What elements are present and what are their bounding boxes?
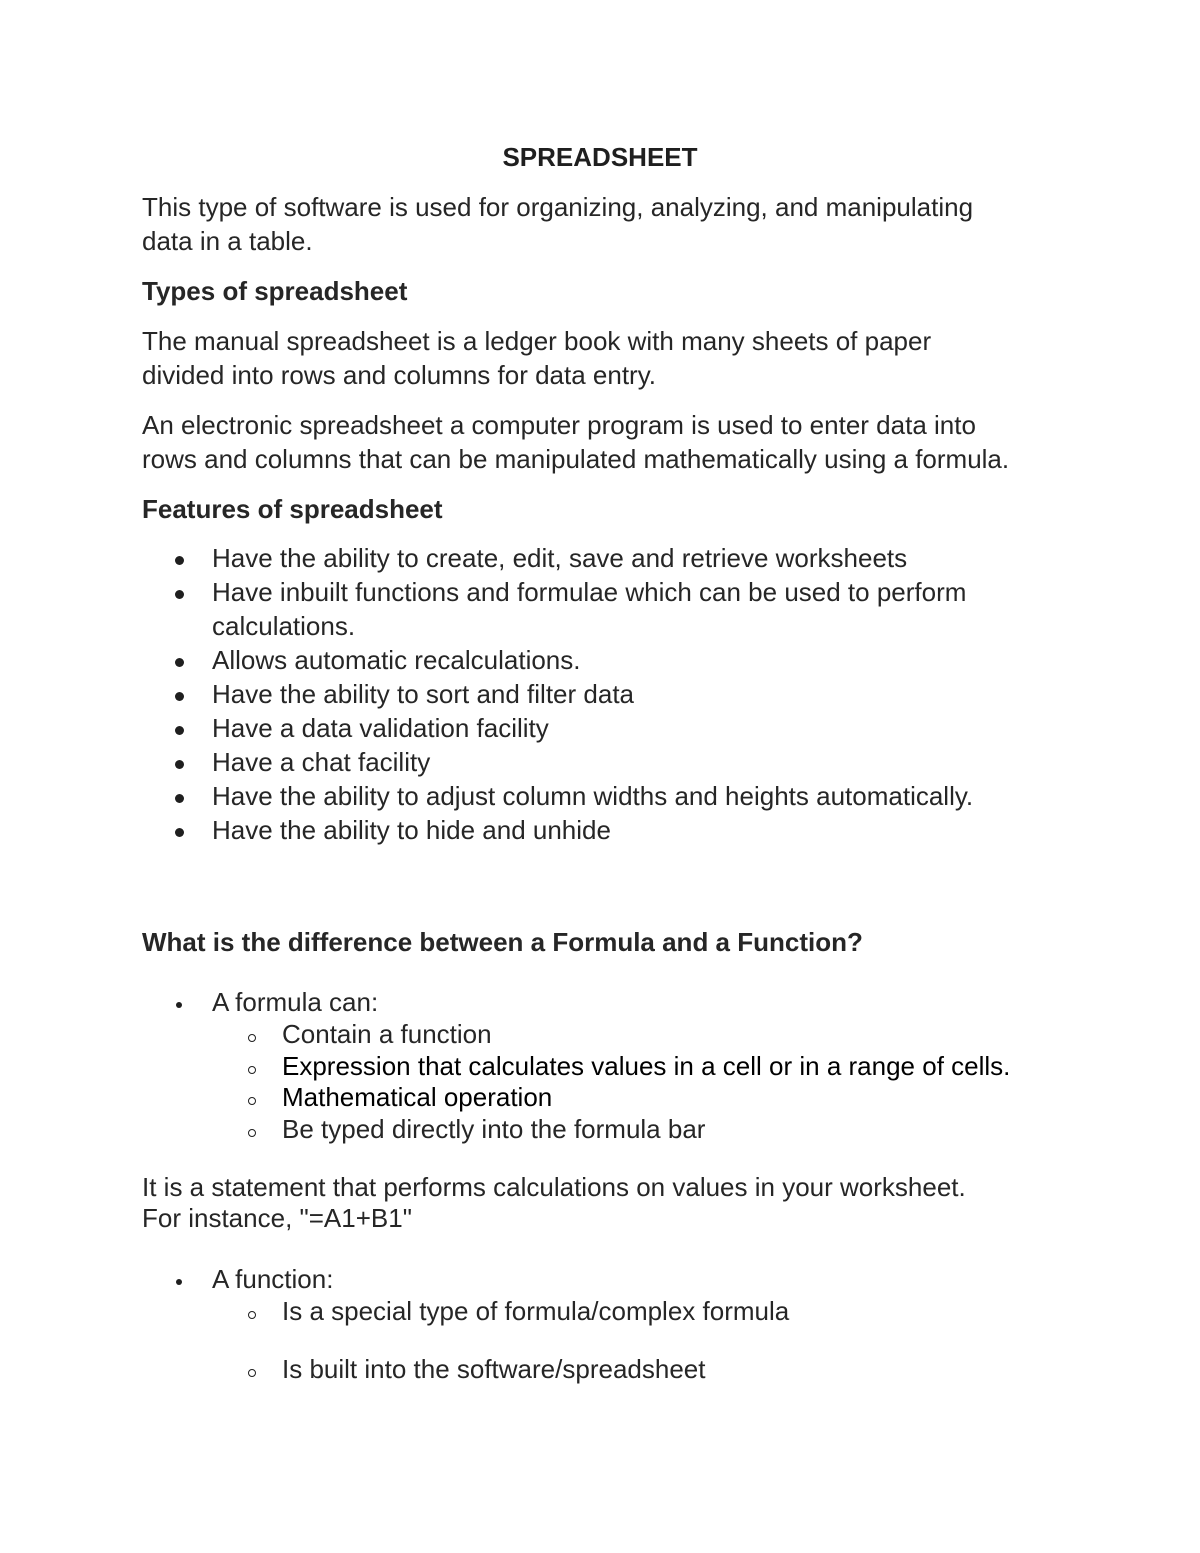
circle-bullet-icon: [248, 1097, 256, 1105]
list-item: Have the ability to sort and filter data: [142, 677, 1072, 711]
electronic-line-2: rows and columns that can be manipulated mathematically using a formula.: [142, 444, 1010, 474]
statement-line-2: For instance, "=A1+B1": [142, 1203, 412, 1233]
list-item: Have the ability to hide and unhide: [142, 813, 1072, 847]
circle-bullet-icon: [248, 1034, 256, 1042]
function-list: [142, 1262, 1072, 1384]
statement-line-1: It is a statement that performs calculations on values in your worksheet.: [142, 1172, 966, 1202]
bullet-icon: [175, 556, 184, 565]
circle-bullet-icon: [248, 1369, 256, 1377]
bullet-icon: [175, 726, 184, 735]
intro-line-1: This type of software is used for organizing, analyzing, and manipulating: [142, 192, 974, 222]
list-item: Have a chat facility: [142, 745, 1072, 779]
bullet-icon: [176, 1002, 182, 1008]
function-label-item: A function:: [142, 1262, 1072, 1294]
types-heading: Types of spreadsheet: [142, 276, 408, 306]
list-item: Have the ability to create, edit, save and retrieve worksheets: [142, 541, 1072, 575]
list-item: Have inbuilt functions and formulae which can be used to perform: [142, 575, 1072, 609]
circle-bullet-icon: [248, 1311, 256, 1319]
bullet-icon: [175, 794, 184, 803]
electronic-line-1: An electronic spreadsheet a computer program is used to enter data into: [142, 410, 976, 440]
bullet-icon: [175, 658, 184, 667]
intro-line-2: data in a table.: [142, 226, 313, 256]
list-item: Have a data validation facility: [142, 711, 1072, 745]
difference-heading: What is the difference between a Formula and a Function?: [142, 927, 863, 957]
formula-label-item: A formula can:: [142, 985, 1072, 1017]
list-item-continuation: calculations.: [212, 611, 356, 641]
list-item: Expression that calculates values in a cell or in a range of cells.: [142, 1049, 1072, 1080]
manual-line-1: The manual spreadsheet is a ledger book with many sheets of paper: [142, 326, 932, 356]
list-item: Be typed directly into the formula bar: [142, 1112, 1072, 1144]
list-item: Contain a function: [142, 1017, 1072, 1049]
list-item: Have the ability to adjust column widths and heights automatically.: [142, 779, 1072, 813]
list-item: Mathematical operation: [142, 1080, 1072, 1112]
list-item: Allows automatic recalculations.: [142, 643, 1072, 677]
manual-paragraph: [142, 324, 1072, 392]
features-heading: Features of spreadsheet: [142, 494, 443, 524]
list-item: Is built into the software/spreadsheet: [142, 1352, 1072, 1384]
bullet-icon: [175, 760, 184, 769]
electronic-paragraph: [142, 408, 1072, 476]
formula-list: [142, 985, 1072, 1144]
manual-line-2: divided into rows and columns for data entry.: [142, 360, 657, 390]
features-list: [142, 541, 1072, 847]
statement-paragraph: [142, 1172, 1072, 1234]
intro-paragraph: [142, 190, 1072, 258]
page-title: SPREADSHEET: [502, 142, 698, 172]
bullet-icon: [175, 590, 184, 599]
circle-bullet-icon: [248, 1066, 256, 1074]
bullet-icon: [175, 692, 184, 701]
list-item: Is a special type of formula/complex formula: [142, 1294, 1072, 1352]
bullet-icon: [176, 1279, 182, 1285]
bullet-icon: [175, 828, 184, 837]
circle-bullet-icon: [248, 1129, 256, 1137]
